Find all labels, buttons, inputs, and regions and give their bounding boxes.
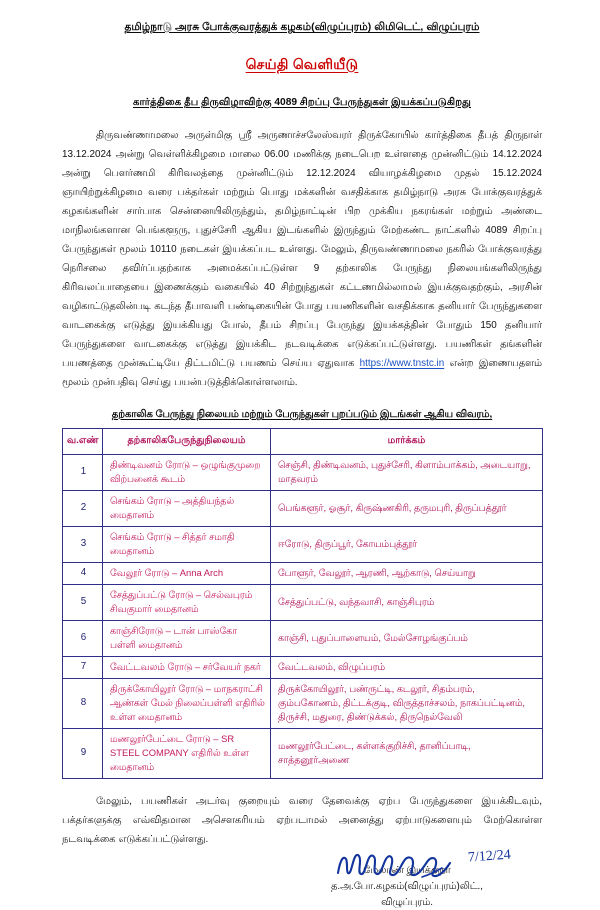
cell-bus-stand: திருக்கோயிலூர் ரோடு – மாநகராட்சி ஆண்கள் மேல் நிலைப்பள்ளி எதிரில் உள்ள மைதானம் bbox=[103, 679, 271, 729]
table-header-row bbox=[63, 429, 543, 455]
table-row bbox=[63, 491, 543, 527]
cell-sno: 2 bbox=[63, 491, 103, 527]
body-paragraph-1-text-before-link: திருவண்ணாமலை அருள்மிகு ஸ்ரீ அருணாச்சலேஸ்வரர் திருக்கோயில் கார்த்திகை தீபத் திருநாள் 13.12.2024 அன்று வெள்ளிக்கிழமை மாலை 06.00 மணிக்கு நடைபெற உள்ளதை முன்னிட்டும் 14.12.2024 அன்று பௌர்ணமி கிரிவலத்தை முன்னிட்டும் 12.12.2024 வியாழக்கிழமை முதல் 15.12.2024 ஞாயிற்றுக்கிழமை வரை பக்தர்கள் மற்றும் பொது மக்களின் வசதிக்காக தமிழ்நாடு அரசு போக்குவரத்துக் கழகங்களின் சார்பாக சென்னையிலிருந்தும், தமிழ்நாட்டின் பிற முக்கிய நகரங்கள் மற்றும் அண்டை மாநிலங்களான பெங்களூரு, புதுச்சேரி ஆகிய இடங்களில் இருந்தும் மேற்கண்ட நாட்களில் 4089 சிறப்பு பேருந்துகள் மூலம் 10110 நடைகள் இயக்கப்பட உள்ளது. மேலும், திருவண்ணாமலை நகரில் போக்குவரத்து நெரிசலை தவிர்ப்பதற்காக அமைக்கப்பட்டுள்ள 9 தற்காலிக பேருந்து நிலையங்களிலிருந்து கிரிவலப்பாதையை இணைக்கும் வகையில் 40 சிற்றுந்துகள் கட்டணமில்லாமல் இயக்குவதற்கும், அரசின் வழிகாட்டுதலின்படி கடந்த தீபாவளி பண்டிகையின் போது பயணிகளின் வசதிக்காக தனியார் பேருந்துகளை வாடகைக்கு எடுத்து இயக்கியது போல், தீபம் சிறப்பு பேருந்து இயக்கத்தின் போதும் 150 தனியார் பேருந்துகளை வாடகைக்கு எடுத்து இயக்கிட நடவடிக்கை எடுக்கப்பட்டுள்ளது. பயணிகள் தங்களின் பயணத்தை முன்கூட்டியே திட்டமிட்டு பயணம் செய்ய ஏதுவாக bbox=[62, 129, 542, 370]
signatory-designation: மேலாண் இயக்குநர் bbox=[363, 864, 451, 876]
tnstc-website-link[interactable]: https://www.tnstc.in bbox=[359, 358, 445, 370]
cell-route: ஈரோடு, திருப்பூர், கோயம்புத்தூர் bbox=[271, 526, 543, 562]
routes-table-body bbox=[63, 455, 543, 778]
cell-sno: 3 bbox=[63, 526, 103, 562]
routes-table bbox=[62, 428, 543, 779]
cell-bus-stand: செங்கம் ரோடு – சித்தர் சமாதி மைதானம் bbox=[103, 526, 271, 562]
table-row bbox=[63, 562, 543, 584]
cell-sno: 4 bbox=[63, 562, 103, 584]
signatory-organization: த.அ.போ.கழகம்(விழுப்புரம்)லிட்., bbox=[331, 880, 483, 892]
cell-sno: 7 bbox=[63, 656, 103, 678]
column-header-bus-stand: தற்காலிகபேருந்துநிலையம் bbox=[103, 429, 271, 455]
signature-block bbox=[282, 847, 538, 910]
body-paragraph-1-text-after-link: என்ற இணையதளம் மூலம் முன்பதிவு செய்து பயன்படுத்திக்கொள்ளலாம். bbox=[62, 358, 543, 389]
table-row bbox=[63, 679, 543, 729]
cell-route: காஞ்சி, புதுப்பாளையம், மேல்சோழங்குப்பம் bbox=[271, 621, 543, 657]
cell-bus-stand: திண்டிவனம் ரோடு – ஒழுங்குமுறை விற்பனைக் கூடம் bbox=[103, 455, 271, 491]
column-header-sno: வ.எண் bbox=[63, 429, 103, 455]
column-header-route: மார்க்கம் bbox=[271, 429, 543, 455]
table-row bbox=[63, 656, 543, 678]
cell-sno: 9 bbox=[63, 729, 103, 779]
cell-bus-stand: வேலூர் ரோடு – Anna Arch bbox=[103, 562, 271, 584]
cell-bus-stand: செங்கம் ரோடு – அத்தியந்தல் மைதானம் bbox=[103, 491, 271, 527]
table-row bbox=[63, 455, 543, 491]
cell-route: மணலூர்பேட்டை, கள்ளக்குறிச்சி, தானிப்பாடி, சாத்தனூர்அணை bbox=[271, 729, 543, 779]
cell-sno: 6 bbox=[63, 621, 103, 657]
cell-route: பெங்களூர், ஓசூர், கிருஷ்ணகிரி, தருமபுரி, திருப்பத்தூர் bbox=[271, 491, 543, 527]
table-row bbox=[63, 621, 543, 657]
table-row bbox=[63, 526, 543, 562]
organization-title: தமிழ்நாடு அரசு போக்குவரத்துக் கழகம்(விழுப்புரம்) லிமிடெட், விழுப்புரம் bbox=[124, 22, 480, 33]
cell-sno: 5 bbox=[63, 585, 103, 621]
cell-bus-stand: காஞ்சிரோடு – டான் பாஸ்கோ பள்ளி மைதானம் bbox=[103, 621, 271, 657]
signatory-location: விழுப்புரம். bbox=[381, 896, 433, 908]
routes-table-caption: தற்காலிக பேருந்து நிலையம் மற்றும் பேருந்துகள் புறப்படும் இடங்கள் ஆகிய விவரம், bbox=[111, 409, 493, 421]
table-row bbox=[63, 585, 543, 621]
press-release-heading: செய்தி வெளியீடு bbox=[245, 55, 359, 72]
cell-sno: 1 bbox=[63, 455, 103, 491]
cell-bus-stand: சேத்துப்பட்டு ரோடு – செல்வபுரம் சிவகுமார் மைதானம் bbox=[103, 585, 271, 621]
cell-route: சேத்துப்பட்டு, வந்தவாசி, காஞ்சிபுரம் bbox=[271, 585, 543, 621]
cell-sno: 8 bbox=[63, 679, 103, 729]
cell-route: செஞ்சி, திண்டிவனம், புதுச்சேரி, கிளாம்பாக்கம், அடையாறு, மாதவரம் bbox=[271, 455, 543, 491]
footer-cutoff-line bbox=[0, 845, 600, 852]
signature-date: 7/12/24 bbox=[467, 847, 512, 866]
cell-route: போளூர், வேலூர், ஆரணி, ஆற்காடு, செய்யாறு bbox=[271, 562, 543, 584]
closing-paragraph: மேலும், பயணிகள் அடர்வு குறையும் வரை தேவைக்கு ஏற்ப பேருந்துகளை இயக்கிடவும், பக்தர்களுக்கு எவ்விதமான அசௌகரியம் ஏற்படாமல் அனைத்து ஏற்பாடுகளையும் மேற்கொள்ள நடவடிக்கை எடுக்கப்பட்டுள்ளது. bbox=[62, 795, 542, 845]
cell-bus-stand: வேட்டவலம் ரோடு – சர்வேயர் நகர் bbox=[103, 656, 271, 678]
cell-route: வேட்டவலம், விழுப்பரம் bbox=[271, 656, 543, 678]
press-release-subject: கார்த்திகை தீப திருவிழாவிற்கு 4089 சிறப்பு பேருந்துகள் இயக்கப்படுகிறது bbox=[132, 96, 472, 108]
body-paragraph-1 bbox=[62, 126, 542, 392]
cell-route: திருக்கோயிலூர், பண்ருட்டி, கடலூர், சிதம்பரம், கும்பகோணம், திட்டக்குடி, விருத்தாச்சலம், நாகப்பட்டினம், திருச்சி, மதுரை, திண்டுக்கல், திருநெல்வேலி bbox=[271, 679, 543, 729]
cell-bus-stand: மணலூர்பேட்டை ரோடு – SR STEEL COMPANY எதிரில் உள்ள மைதானம் bbox=[103, 729, 271, 779]
table-row bbox=[63, 729, 543, 779]
